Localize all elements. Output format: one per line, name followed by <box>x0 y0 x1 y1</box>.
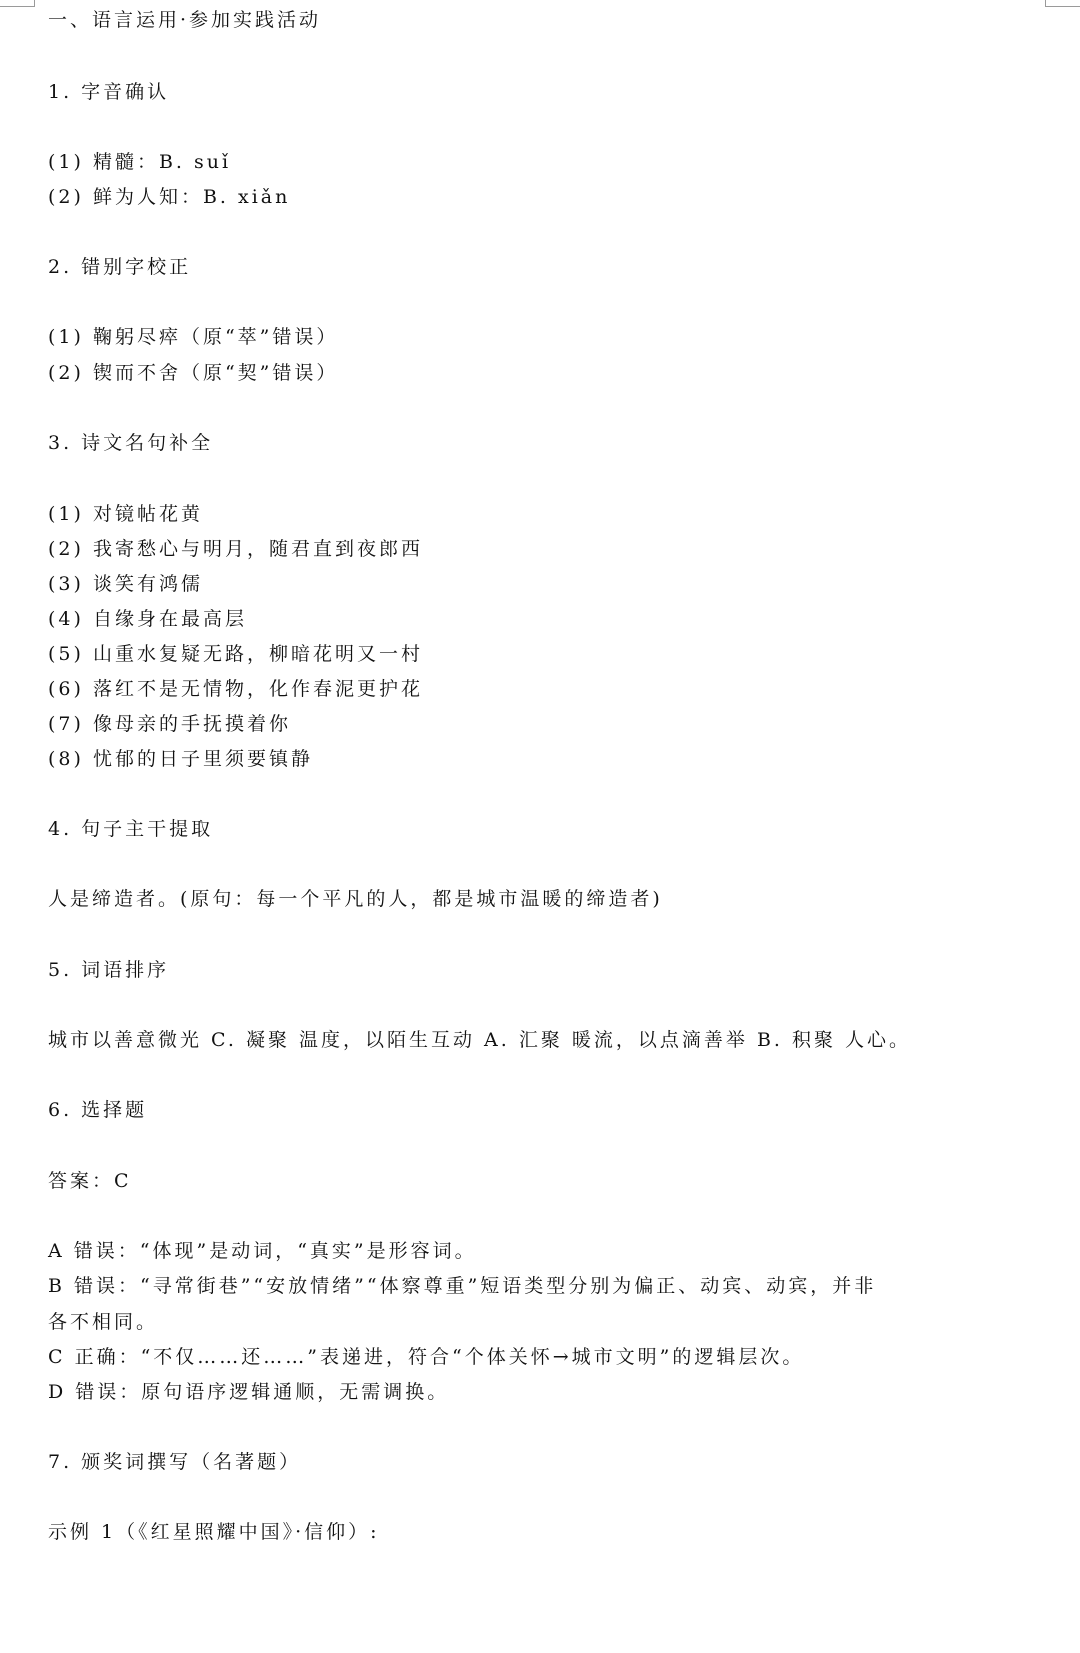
s3-item-1: (1) 对镜帖花黄 <box>48 503 203 525</box>
s3-item-3: (3) 谈笑有鸿儒 <box>48 573 203 595</box>
s3-item-7: (7) 像母亲的手抚摸着你 <box>48 713 291 735</box>
s3-item-4: (4) 自缘身在最高层 <box>48 608 247 630</box>
s3-item-2: (2) 我寄愁心与明月，随君直到夜郎西 <box>48 538 423 560</box>
section-heading: 一、语言运用·参加实践活动 <box>48 9 322 31</box>
section-3-title: 3. 诗文名句补全 <box>48 432 214 454</box>
s7-example-1: 示例 1（《红星照耀中国》·信仰）: <box>48 1521 380 1543</box>
s4-answer: 人是缔造者。(原句：每一个平凡的人，都是城市温暖的缔造者) <box>48 888 663 910</box>
s6-option-b-cont: 各不相同。 <box>48 1311 159 1333</box>
s3-item-5: (5) 山重水复疑无路，柳暗花明又一村 <box>48 643 423 665</box>
section-5-title: 5. 词语排序 <box>48 959 170 981</box>
s3-item-8: (8) 忧郁的日子里须要镇静 <box>48 748 313 770</box>
s6-option-d: D 错误：原句语序逻辑通顺，无需调换。 <box>48 1381 450 1403</box>
s6-option-c: C 正确：“不仅……还……”表递进，符合“个体关怀→城市文明”的逻辑层次。 <box>48 1346 805 1368</box>
s1-item-1: (1) 精髓：B. suǐ <box>48 151 232 173</box>
s1-item-2: (2) 鲜为人知：B. xiǎn <box>48 186 291 208</box>
section-7-title: 7. 颁奖词撰写（名著题） <box>48 1451 302 1473</box>
section-2-title: 2. 错别字校正 <box>48 256 192 278</box>
s2-item-2: (2) 锲而不舍（原“契”错误） <box>48 362 339 384</box>
s6-option-b: B 错误：“寻常街巷”“安放情绪”“体察尊重”短语类型分别为偏正、动宾、动宾，并非 <box>48 1275 877 1297</box>
s5-answer: 城市以善意微光 C. 凝聚 温度，以陌生互动 A. 汇聚 暖流，以点滴善举 B. 积聚 人心。 <box>48 1029 912 1051</box>
s2-item-1: (1) 鞠躬尽瘁（原“萃”错误） <box>48 326 339 348</box>
section-4-title: 4. 句子主干提取 <box>48 818 214 840</box>
section-6-title: 6. 选择题 <box>48 1099 148 1121</box>
section-1-title: 1. 字音确认 <box>48 81 170 103</box>
s6-option-a: A 错误：“体现”是动词，“真实”是形容词。 <box>48 1240 477 1262</box>
s3-item-6: (6) 落红不是无情物，化作春泥更护花 <box>48 678 423 700</box>
s6-answer: 答案：C <box>48 1170 132 1192</box>
